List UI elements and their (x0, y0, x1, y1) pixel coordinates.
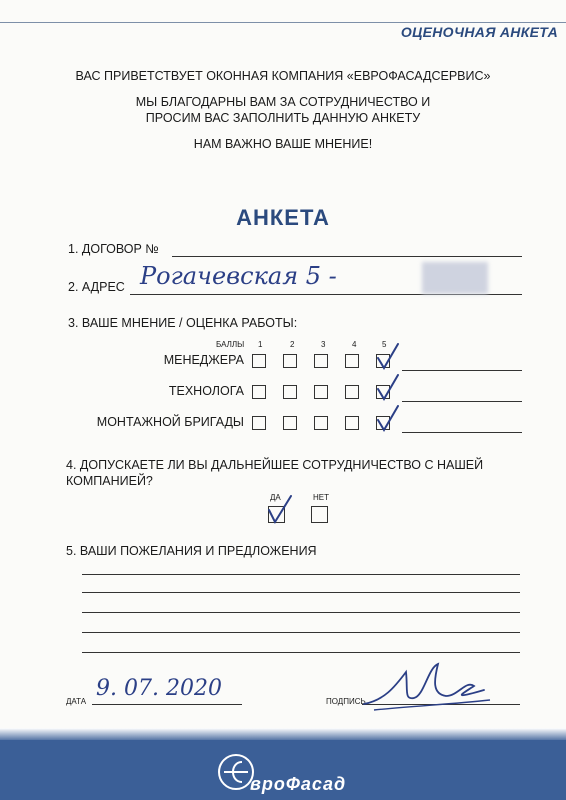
no-label: НЕТ (313, 493, 329, 502)
cooperation-question-line-2: КОМПАНИЕЙ? (66, 474, 153, 488)
footer-logo-text: вроФасад (250, 774, 347, 794)
row-label-manager: МЕНЕДЖЕРА (163, 353, 244, 367)
score-header-4: 4 (352, 340, 357, 349)
row-label-technologist: ТЕХНОЛОГА (168, 384, 244, 398)
checkbox-technologist-4[interactable] (345, 385, 359, 399)
check-mark-icon (372, 404, 402, 434)
suggestions-line-4[interactable] (82, 632, 520, 633)
signature-label: ПОДПИСЬ (326, 697, 366, 706)
comment-line-manager[interactable] (402, 370, 522, 371)
checkbox-crew-2[interactable] (283, 416, 297, 430)
intro-line-4: НАМ ВАЖНО ВАШЕ МНЕНИЕ! (193, 137, 373, 151)
page-title: АНКЕТА (236, 205, 330, 230)
suggestions-label: 5. ВАШИ ПОЖЕЛАНИЯ И ПРЕДЛОЖЕНИЯ (66, 544, 317, 558)
contract-label: 1. ДОГОВОР № (68, 242, 159, 256)
suggestions-line-5[interactable] (82, 652, 520, 653)
check-mark-icon (372, 373, 402, 403)
score-header-2: 2 (290, 340, 295, 349)
cooperation-question-line-1: 4. ДОПУСКАЕТЕ ЛИ ВЫ ДАЛЬНЕЙШЕЕ СОТРУДНИЧЕСТВО С НАШЕЙ (66, 458, 484, 472)
signature-scribble (354, 660, 494, 716)
checkbox-crew-1[interactable] (252, 416, 266, 430)
intro-line-2: МЫ БЛАГОДАРНЫ ВАМ ЗА СОТРУДНИЧЕСТВО И (135, 95, 431, 109)
intro-line-1: ВАС ПРИВЕТСТВУЕТ ОКОННАЯ КОМПАНИЯ «ЕВРОФАСАДСЕРВИС» (75, 69, 491, 83)
intro-line-3: ПРОСИМ ВАС ЗАПОЛНИТЬ ДАННУЮ АНКЕТУ (145, 111, 421, 125)
checkbox-manager-3[interactable] (314, 354, 328, 368)
address-value: Рогачевская 5 - (140, 262, 337, 290)
suggestions-line-2[interactable] (82, 592, 520, 593)
suggestions-line-3[interactable] (82, 612, 520, 613)
date-value: 9. 07. 2020 (96, 676, 222, 701)
check-mark-icon (264, 492, 294, 526)
checkbox-technologist-3[interactable] (314, 385, 328, 399)
comment-line-technologist[interactable] (402, 401, 522, 402)
address-field[interactable] (130, 294, 522, 295)
redacted-area (422, 262, 488, 294)
score-header-3: 3 (321, 340, 326, 349)
checkbox-crew-3[interactable] (314, 416, 328, 430)
contract-field[interactable] (172, 256, 522, 257)
score-header-1: 1 (258, 340, 263, 349)
checkbox-technologist-1[interactable] (252, 385, 266, 399)
date-field[interactable] (92, 704, 242, 705)
checkbox-manager-4[interactable] (345, 354, 359, 368)
row-label-crew: МОНТАЖНОЙ БРИГАДЫ (96, 415, 244, 429)
check-mark-icon (372, 342, 402, 372)
address-label: 2. АДРЕС (68, 280, 125, 294)
checkbox-manager-2[interactable] (283, 354, 297, 368)
form-label: ОЦЕНОЧНАЯ АНКЕТА (400, 24, 558, 40)
comment-line-crew[interactable] (402, 432, 522, 433)
checkbox-manager-1[interactable] (252, 354, 266, 368)
date-label: ДАТА (66, 697, 87, 706)
checkbox-technologist-2[interactable] (283, 385, 297, 399)
checkbox-crew-4[interactable] (345, 416, 359, 430)
checkbox-no[interactable] (311, 506, 328, 523)
rating-label: 3. ВАШЕ МНЕНИЕ / ОЦЕНКА РАБОТЫ: (68, 316, 298, 330)
suggestions-line-1[interactable] (82, 574, 520, 575)
yes-label: ДА (270, 493, 281, 502)
scores-label: БАЛЛЫ (216, 340, 245, 349)
score-header-5: 5 (382, 340, 387, 349)
